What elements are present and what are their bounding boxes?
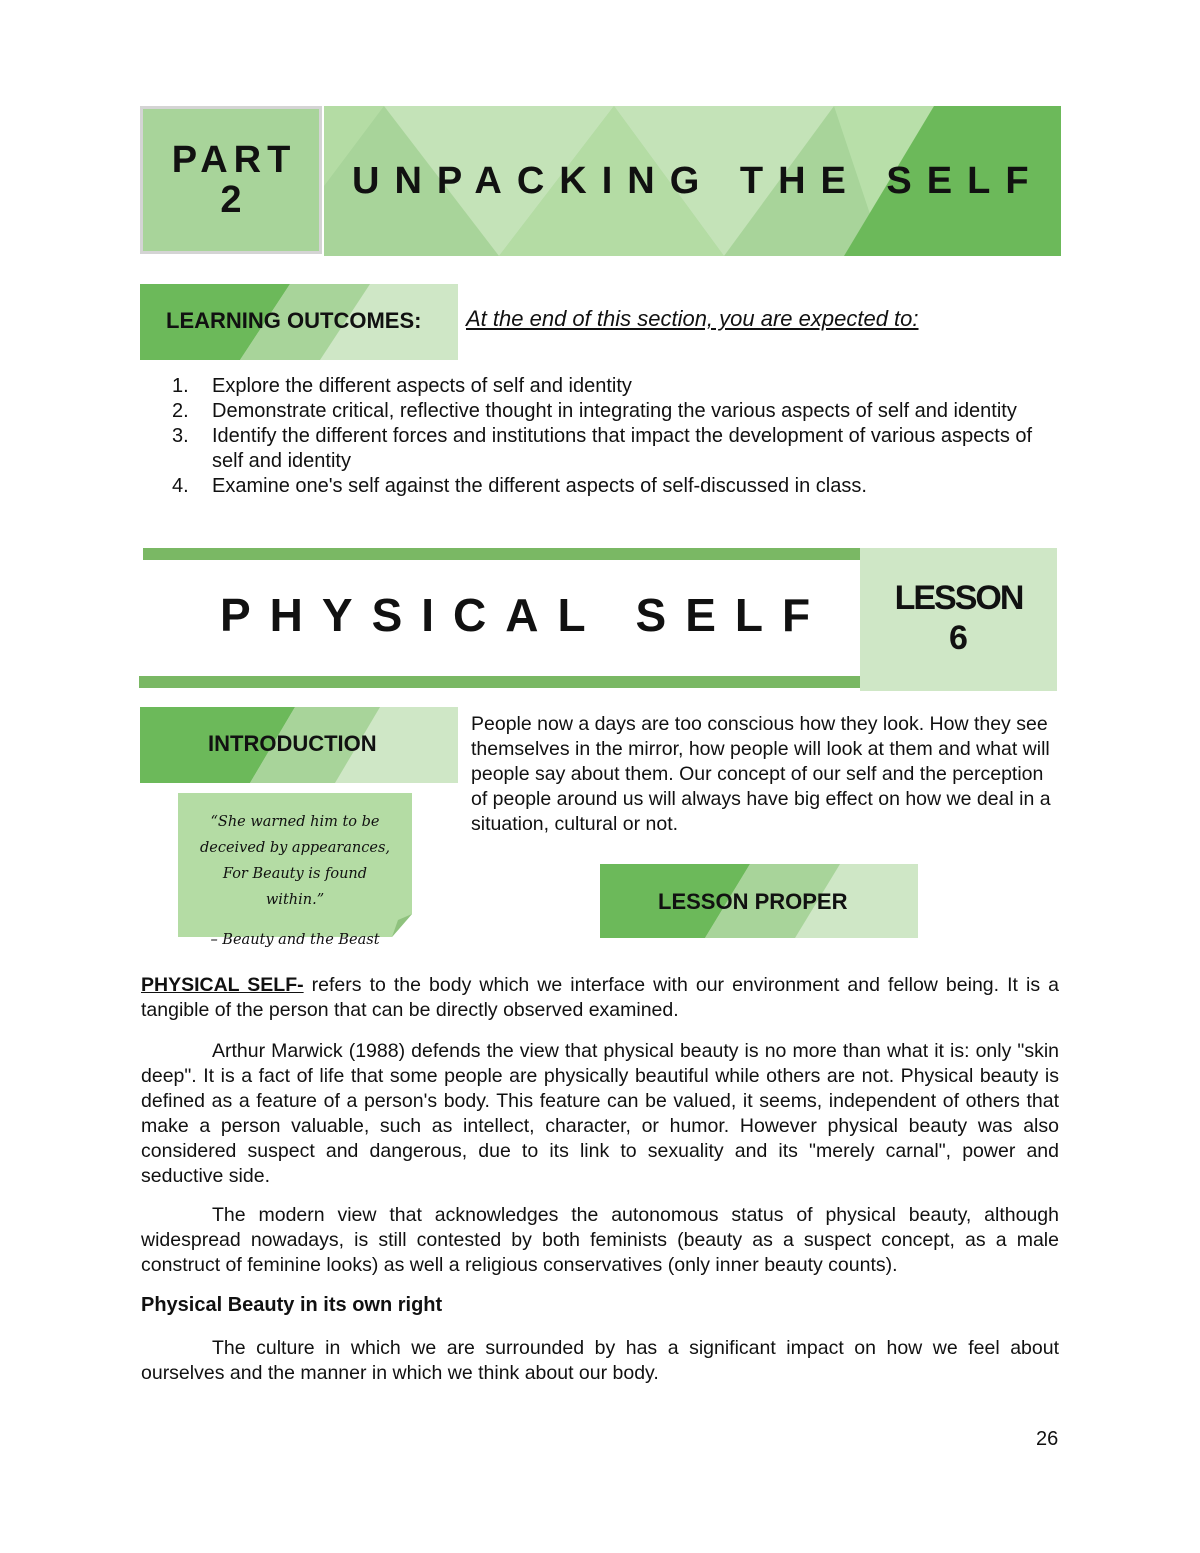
definition-paragraph bbox=[141, 973, 1059, 1023]
part-box bbox=[140, 106, 322, 254]
list-item-text: Examine one's self against the different aspects of self-discussed in class. bbox=[212, 475, 867, 497]
lesson-proper-label: LESSON PROPER bbox=[658, 889, 848, 914]
list-item-number: 3. bbox=[172, 425, 189, 447]
list-item bbox=[172, 399, 1052, 424]
lesson-title: PHYSICAL SELF bbox=[220, 589, 830, 641]
lesson-box bbox=[860, 548, 1057, 691]
definition-text: refers to the body which we interface with our environment and fellow being. It is a tangible of the person that can be directly observed examined. bbox=[141, 974, 1059, 1021]
list-item bbox=[172, 424, 1052, 474]
title-bar-top bbox=[143, 548, 861, 560]
outcomes-list bbox=[172, 374, 1052, 499]
learning-outcomes-intro: At the end of this section, you are expected to: bbox=[466, 306, 919, 331]
body-paragraph-3: The culture in which we are surrounded by has a significant impact on how we feel about ourselves and the manner in which we think about our body. bbox=[141, 1337, 1059, 1384]
section-subheading: Physical Beauty in its own right bbox=[141, 1294, 443, 1316]
list-item-text: Identify the different forces and institutions that impact the development of various aspects of self and identity bbox=[212, 425, 1033, 472]
list-item-number: 1. bbox=[172, 375, 189, 397]
introduction-text: People now a days are too conscious how they look. How they see themselves in the mirror, how people will look at them and what will people say about them. Our concept of our self and the perception of people around us will always have big effect on how we deal in a situation, cultural or not. bbox=[471, 713, 1051, 835]
part-number: 2 bbox=[220, 179, 242, 221]
list-item bbox=[172, 374, 1052, 399]
lesson-number: 6 bbox=[949, 619, 968, 657]
title-bar-bottom bbox=[139, 676, 861, 688]
introduction-label: INTRODUCTION bbox=[208, 731, 377, 756]
list-item-number: 2. bbox=[172, 400, 189, 422]
definition-term: PHYSICAL SELF- bbox=[141, 974, 304, 996]
part-title: UNPACKING THE SELF bbox=[352, 160, 1044, 202]
part-label: PART bbox=[171, 139, 297, 181]
list-item-text: Demonstrate critical, reflective thought in integrating the various aspects of self and identity bbox=[212, 400, 1017, 422]
body-paragraph-1: Arthur Marwick (1988) defends the view that physical beauty is no more than what it is: only "skin deep". It is a fact of life that some people are physically beautiful while others are not. Physical beauty is defined as a feature of a person's body. This feature can be valued, it seems, independent of others that make a person valuable, such as intellect, character, or humor. However physical beauty was also considered suspect and dangerous, due to its link to sexuality and its "merely carnal", power and seductive side. bbox=[141, 1040, 1059, 1187]
list-item-text: Explore the different aspects of self and identity bbox=[212, 375, 632, 397]
lesson-label: LESSON bbox=[894, 579, 1023, 617]
quote-source: – Beauty and the Beast bbox=[210, 932, 380, 948]
list-item bbox=[172, 474, 1052, 499]
quote-box bbox=[178, 793, 412, 948]
list-item-number: 4. bbox=[172, 475, 189, 497]
page-fold-icon bbox=[392, 914, 412, 937]
page-number: 26 bbox=[1036, 1428, 1059, 1450]
learning-outcomes-label: LEARNING OUTCOMES: bbox=[166, 308, 422, 333]
body-paragraph-2: The modern view that acknowledges the autonomous status of physical beauty, although widespread nowadays, is still contested by both feminists (beauty as a suspect concept, as a male construct of feminine looks) as well a religious conservatives (only inner beauty counts). bbox=[141, 1204, 1059, 1276]
quote-text: “She warned him to be deceived by appearances, For Beauty is found within.” bbox=[199, 814, 391, 908]
